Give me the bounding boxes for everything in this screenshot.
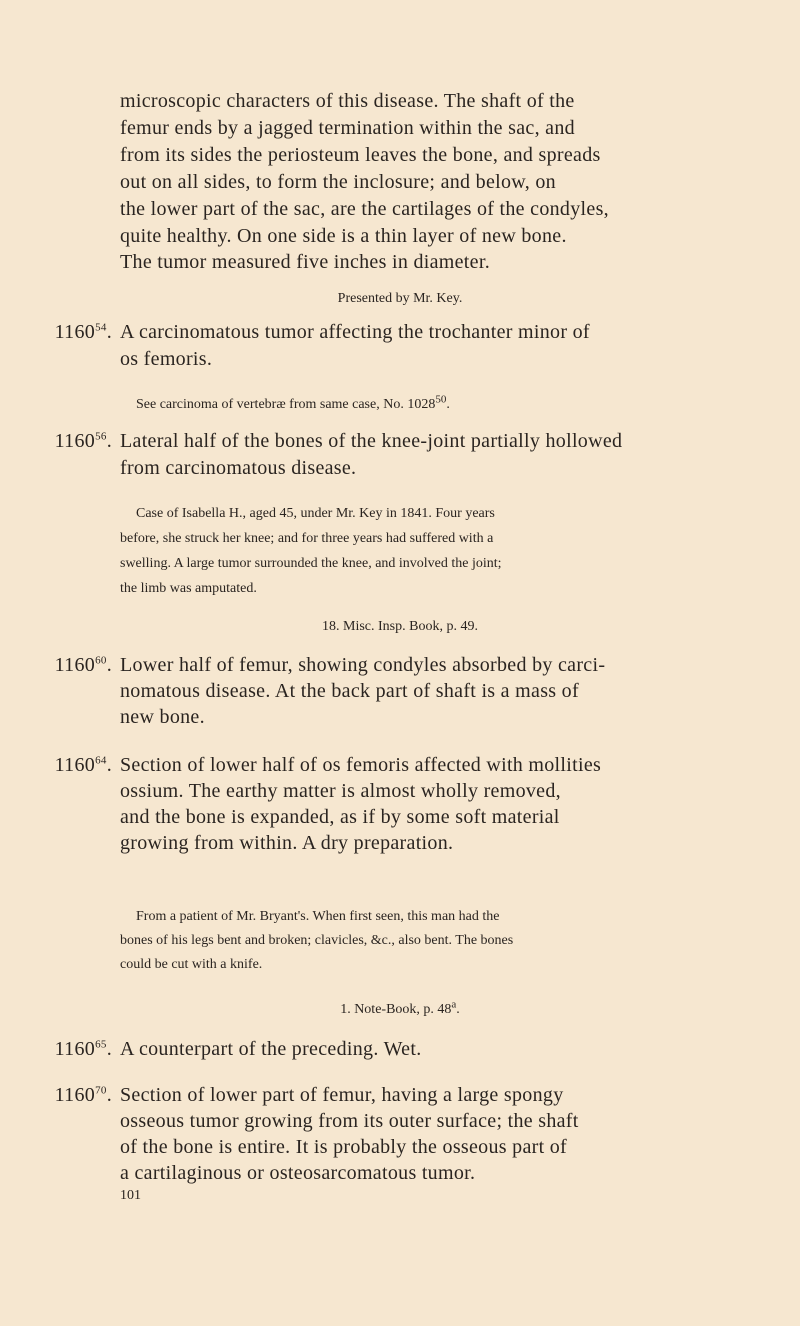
text-line: out on all sides, to form the inclosure; and below, on bbox=[120, 171, 556, 193]
text-line: os femoris. bbox=[120, 348, 213, 370]
entry-number: 1160$^{70}$. bbox=[54, 1084, 112, 1106]
text-line: growing from within. A dry preparation. bbox=[120, 832, 454, 854]
text-line: Lower half of femur, showing condyles absorbed by carci- bbox=[120, 654, 606, 676]
entry-number: 1160$^{65}$. bbox=[54, 1038, 112, 1060]
text-line: A counterpart of the preceding. Wet. bbox=[120, 1038, 422, 1060]
text-line: A carcinomatous tumor affecting the trochanter minor of bbox=[120, 321, 590, 343]
book-reference: 18. Misc. Insp. Book, p. 49. bbox=[322, 619, 478, 634]
book-reference: 1. Note-Book, p. 48$^a$. bbox=[340, 998, 460, 1017]
case-note-line: the limb was amputated. bbox=[120, 581, 257, 596]
text-line: new bone. bbox=[120, 706, 205, 728]
entry-number: 1160$^{60}$. bbox=[54, 654, 112, 676]
text-line: femur ends by a jagged termination within the sac, and bbox=[120, 117, 575, 139]
text-line: nomatous disease. At the back part of shaft is a mass of bbox=[120, 680, 579, 702]
entry-number: 1160$^{54}$. bbox=[54, 321, 112, 343]
text-line: Section of lower half of os femoris affected with mollities bbox=[120, 754, 602, 776]
presented-by-note: Presented by Mr. Key. bbox=[337, 291, 463, 306]
text-line: from its sides the periosteum leaves the bone, and spreads bbox=[120, 144, 601, 166]
text-line: from carcinomatous disease. bbox=[120, 457, 357, 479]
text-line: ossium. The earthy matter is almost wholly removed, bbox=[120, 780, 561, 802]
text-line: microscopic characters of this disease. The shaft of the bbox=[120, 90, 575, 112]
text-line: quite healthy. On one side is a thin layer of new bone. bbox=[120, 225, 567, 247]
cross-reference-note: See carcinoma of vertebræ from same case, No. 1028$^{50}$. bbox=[136, 393, 450, 412]
text-line: of the bone is entire. It is probably the osseous part of bbox=[120, 1136, 568, 1158]
case-note-line: could be cut with a knife. bbox=[120, 957, 263, 972]
page-number: 101 bbox=[120, 1188, 141, 1203]
case-note-line: Case of Isabella H., aged 45, under Mr. Key in 1841. Four years bbox=[136, 506, 495, 521]
entry-number: 1160$^{64}$. bbox=[54, 754, 112, 776]
text-line: The tumor measured five inches in diameter. bbox=[120, 251, 490, 273]
case-note-line: From a patient of Mr. Bryant's. When first seen, this man had the bbox=[136, 909, 500, 924]
entry-number: 1160$^{56}$. bbox=[54, 430, 112, 452]
text-line: the lower part of the sac, are the cartilages of the condyles, bbox=[120, 198, 609, 220]
text-line: and the bone is expanded, as if by some soft material bbox=[120, 806, 560, 828]
text-line: osseous tumor growing from its outer surface; the shaft bbox=[120, 1110, 579, 1132]
case-note-line: swelling. A large tumor surrounded the knee, and involved the joint; bbox=[120, 556, 502, 571]
case-note-line: bones of his legs bent and broken; clavicles, &c., also bent. The bones bbox=[120, 933, 514, 948]
case-note-line: before, she struck her knee; and for three years had suffered with a bbox=[120, 531, 494, 546]
text-line: Section of lower part of femur, having a large spongy bbox=[120, 1084, 564, 1106]
text-line: a cartilaginous or osteosarcomatous tumor. bbox=[120, 1162, 476, 1184]
text-line: Lateral half of the bones of the knee-joint partially hollowed bbox=[120, 430, 623, 452]
